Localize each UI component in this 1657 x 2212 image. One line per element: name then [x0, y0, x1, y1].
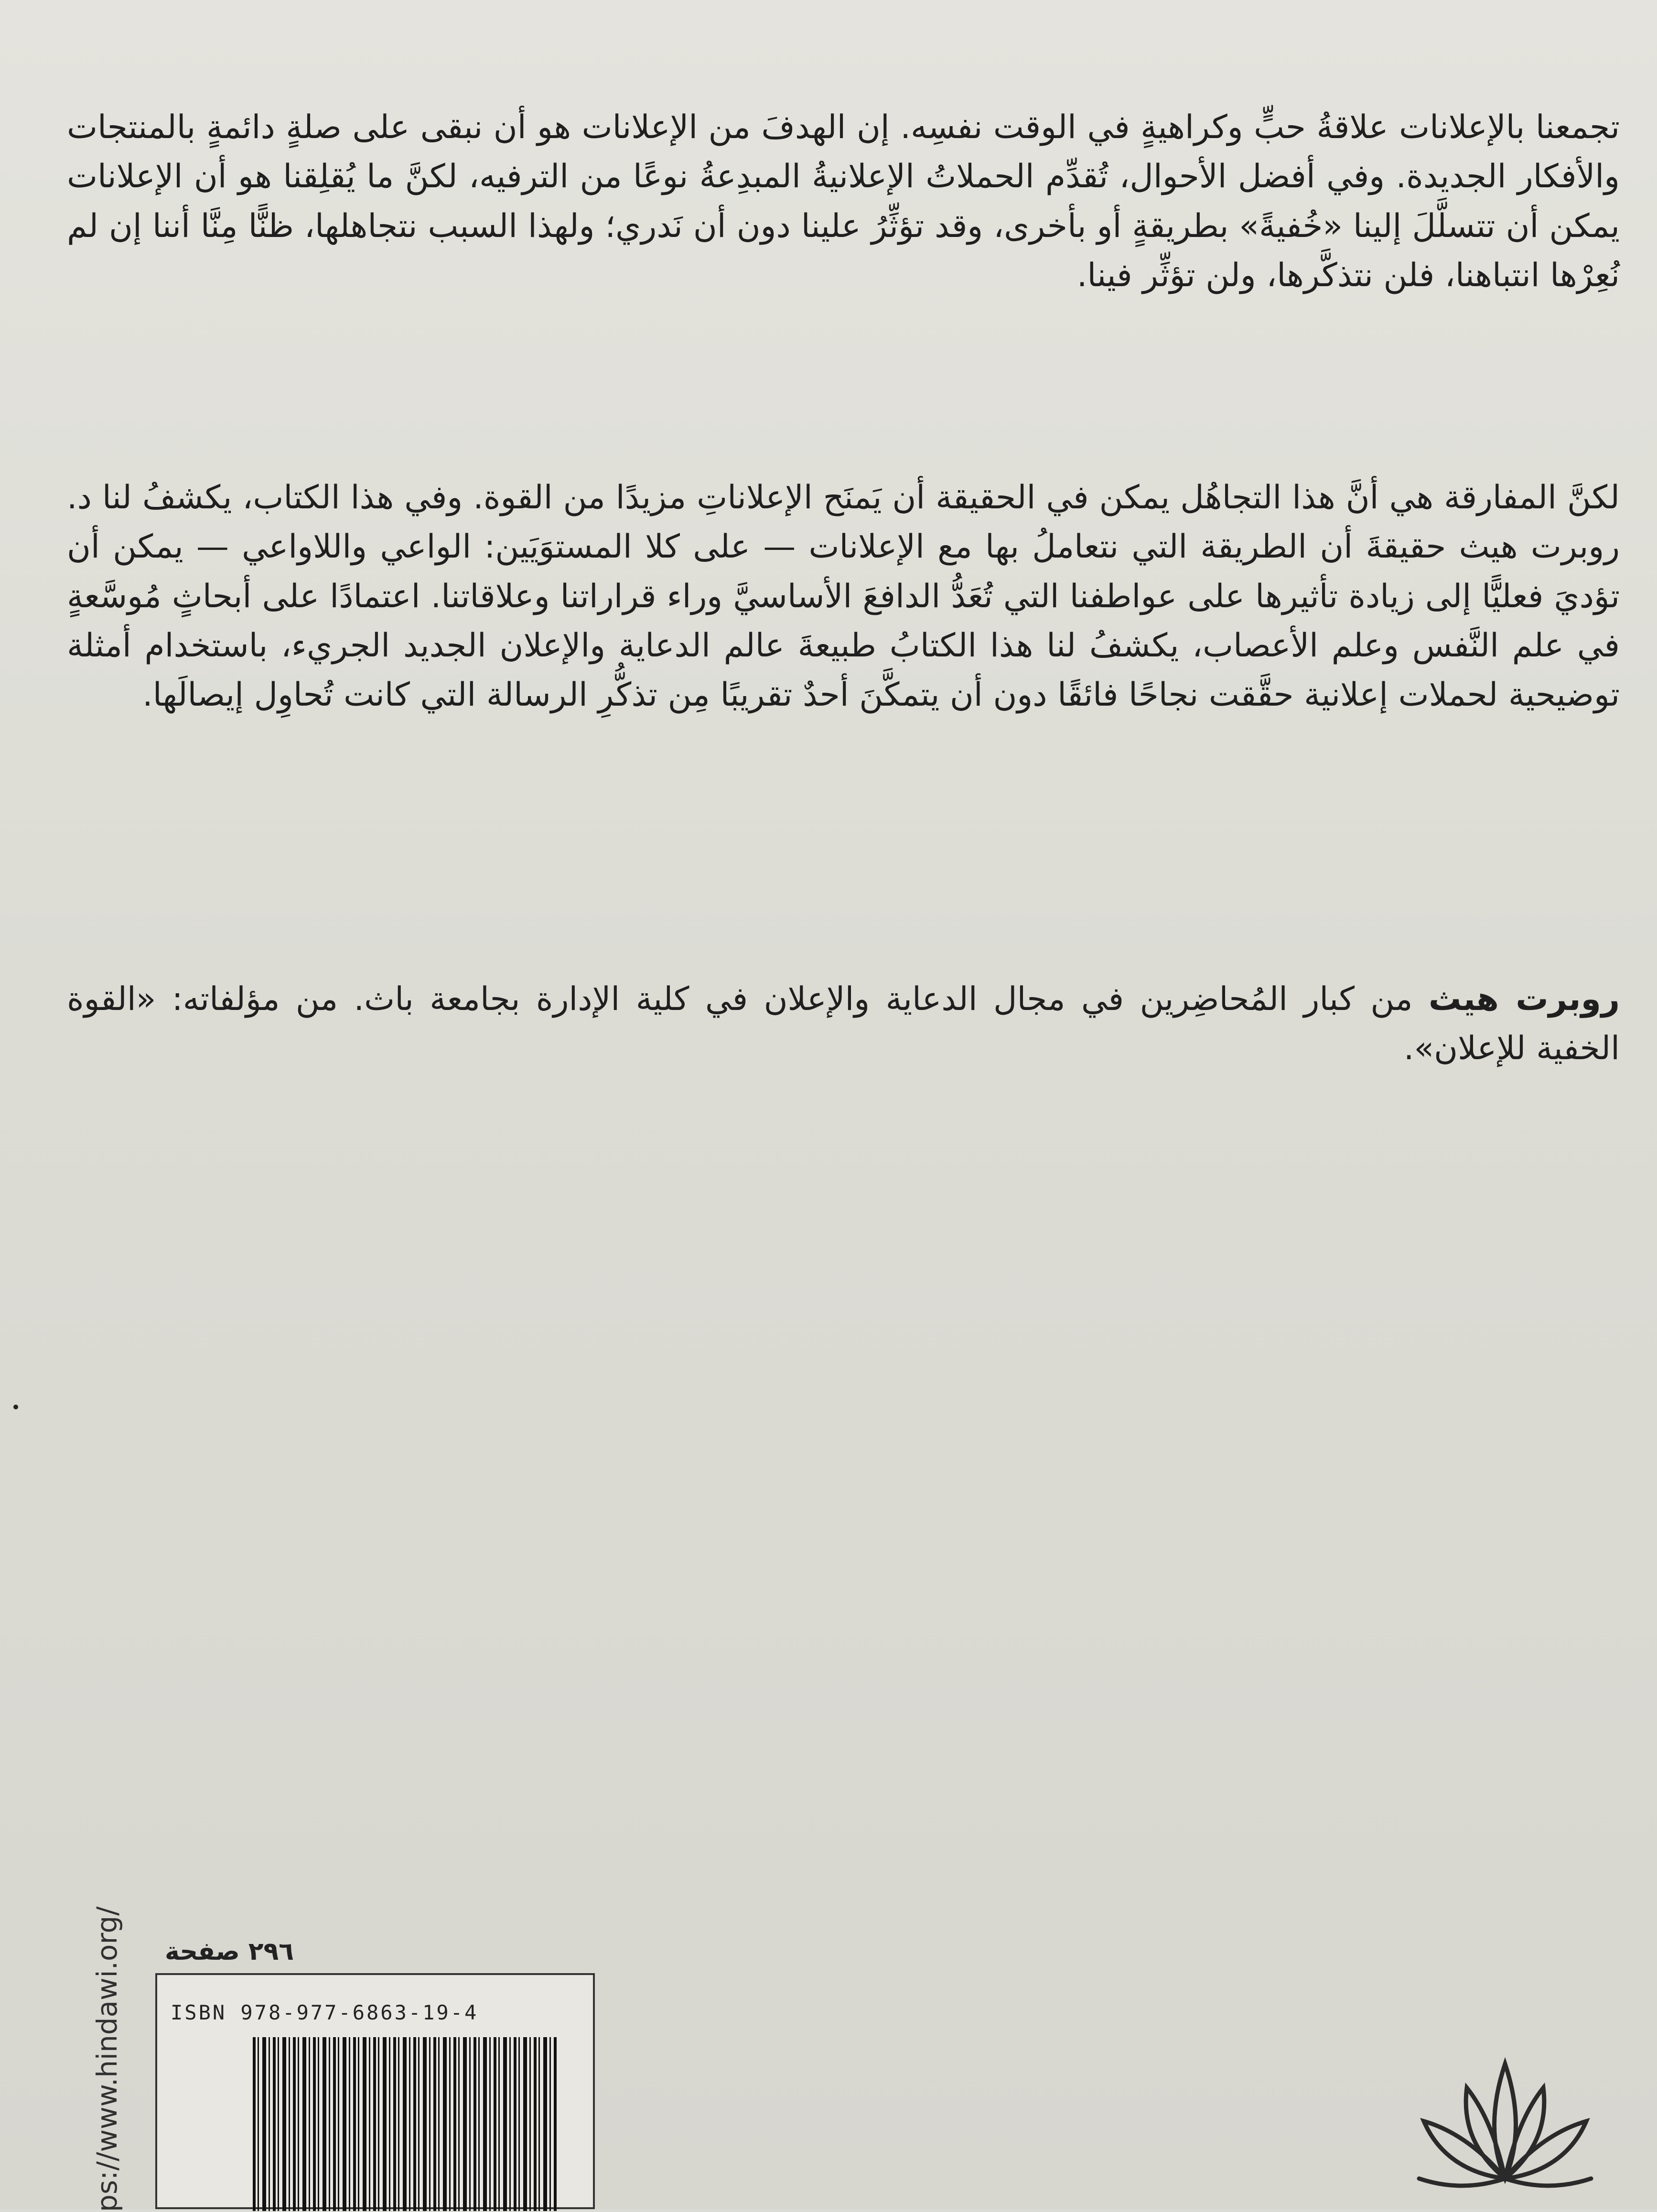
author-name: روبرت هيث [1429, 980, 1620, 1018]
paragraph-text: لكنَّ المفارقة هي أنَّ هذا التجاهُل يمكن في الحقيقة أن يَمنَح الإعلاناتِ مزيدًا من القوة. وفي هذا الكتاب، يكشفُ لنا د. روبرت هيث حقيقةَ أن الطريقة التي نتعاملُ بها مع الإعلانات — على كلا المستوَيَين: الواعي واللاواعي — يمكن أن تؤديَ فعليًّا إلى زيادة تأثيرها على عواطفنا التي تُعَدُّ الدافعَ الأساسيَّ وراء قراراتنا وعلاقاتنا. اعتمادًا على أبحاثٍ مُوسَّعةٍ في علم النَّفس وعلم الأعصاب، يكشفُ لنا هذا الكتابُ طبيعةَ عالم الدعاية والإعلان الجديد الجريء، باستخدام أمثلة توضيحية لحملات إعلانية حقَّقت نجاحًا فائقًا دون أن يتمكَّنَ أحدٌ تقريبًا مِن تذكُّرِ الرسالة التي كانت تُحاوِل إيصالَها. [67, 479, 1620, 714]
isbn-barcode-box [155, 1973, 595, 2209]
author-bio-rest: من كبار المُحاضِرين في مجال الدعاية والإعلان في كلية الإدارة بجامعة باث. من مؤلفاته: «القوة الخفية للإعلان». [67, 980, 1620, 1068]
author-bio-text [67, 975, 1620, 1074]
author-bio [67, 975, 1620, 1074]
publisher-website: ps://www.hindawi.org/ [91, 1906, 123, 2212]
description-paragraph-1 [67, 103, 1620, 300]
page-count: ٢٩٦ صفحة [165, 1937, 294, 1966]
barcode-icon [253, 2037, 559, 2211]
hindawi-lotus-logo-icon [1410, 2035, 1601, 2209]
paragraph-text: تجمعنا بالإعلانات علاقةُ حبٍّ وكراهيةٍ في الوقت نفسِه. إن الهدفَ من الإعلانات هو أن نبقى على صلةٍ دائمةٍ بالمنتجات والأفكار الجديدة. وفي أفضل الأحوال، تُقدِّم الحملاتُ الإعلانيةُ المبدِعةُ نوعًا من الترفيه، لكنَّ ما يُقلِقنا هو أن الإعلانات يمكن أن تتسلَّلَ إلينا «خُفيةً» بطريقةٍ أو بأخرى، وقد تؤثِّرُ علينا دون أن نَدري؛ ولهذا السبب نتجاهلها، ظنًّا مِنَّا أننا إن لم نُعِرْها انتباهنا، فلن نتذكَّرها، ولن تؤثِّر فينا. [67, 108, 1620, 295]
print-speck [13, 1405, 18, 1409]
isbn-number: ISBN 978-977-6863-19-4 [171, 2001, 479, 2024]
description-paragraph-2 [67, 473, 1620, 720]
